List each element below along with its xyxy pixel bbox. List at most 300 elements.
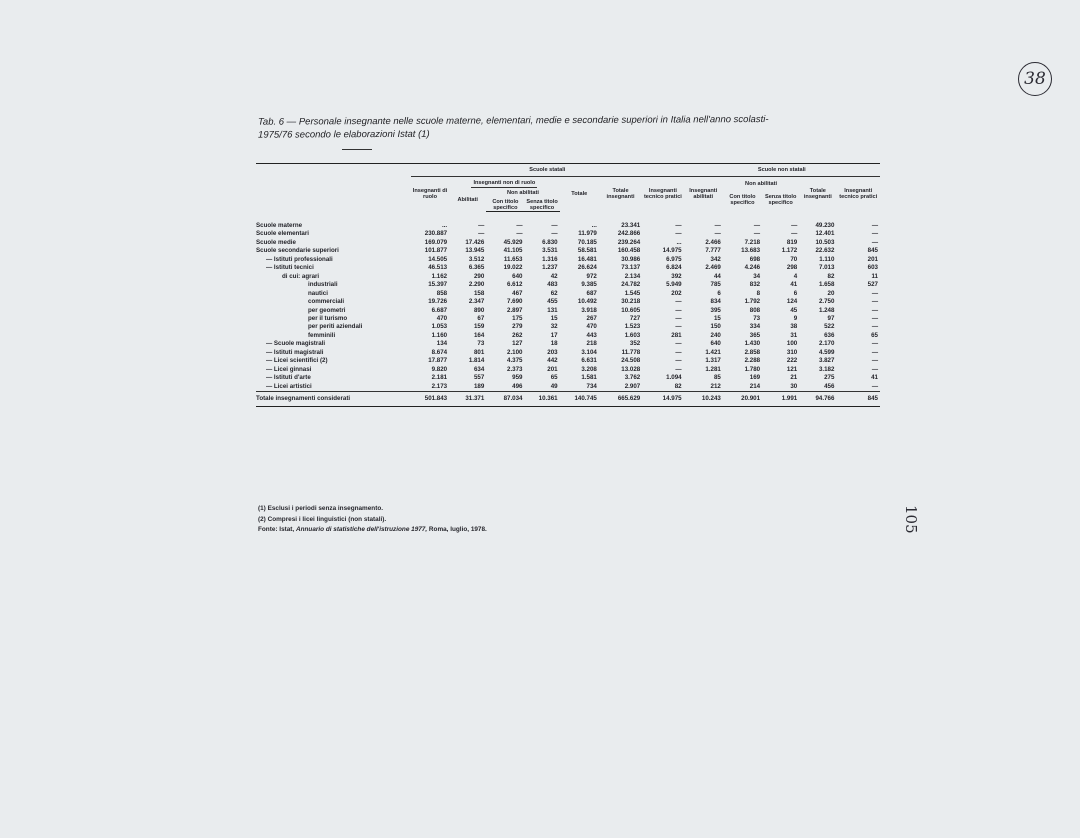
cell-col-9: 1.792	[744, 298, 761, 306]
cell-col-4: 18	[550, 340, 558, 348]
cell-col-3: 87.034	[486, 392, 524, 406]
row-label: Scuole elementari	[256, 230, 309, 238]
cell-col-5: 16.481	[577, 255, 597, 263]
cell-col-12: —	[871, 348, 878, 356]
cell-col-5: 1.581	[581, 374, 597, 382]
header-senza-titolo: Senza titolo specifico	[526, 198, 558, 211]
cell-col-2: 3.512	[468, 255, 485, 263]
cell-col-8: —	[714, 230, 721, 238]
cell-col-8: 342	[710, 255, 721, 263]
cell-col-8: 1.421	[705, 348, 721, 356]
cell-col-2: 2.347	[468, 298, 485, 306]
row-label: — Istituti d'arte	[266, 374, 311, 382]
cell-col-11: 2.170	[818, 340, 835, 348]
table-row	[256, 273, 880, 281]
cell-col-10: 298	[786, 264, 798, 272]
cell-col-6: 11.778	[621, 348, 641, 356]
cell-col-7: —	[675, 348, 682, 356]
cell-col-1: 169.079	[424, 238, 448, 246]
cell-col-12: —	[871, 289, 878, 297]
cell-col-8: 7.777	[705, 247, 721, 255]
cell-col-9: —	[753, 230, 761, 238]
header-abilitati: Abilitati	[457, 196, 478, 203]
cell-col-11: 3.827	[818, 357, 835, 365]
cell-col-11: 22.632	[815, 247, 835, 255]
cell-col-2: 189	[473, 382, 485, 390]
table-row	[256, 374, 880, 382]
cell-col-11: 49.230	[815, 222, 835, 230]
cell-col-11: 82	[827, 272, 835, 280]
cell-col-1: 470	[436, 315, 448, 322]
row-label: Totale insegnamenti considerati	[256, 392, 411, 406]
cell-col-8: 2.466	[705, 238, 721, 246]
header-totale-insegnanti: Totale insegnanti	[606, 188, 635, 201]
cell-col-6: 24.782	[621, 281, 641, 289]
cell-col-12: 845	[836, 392, 880, 406]
cell-col-6: 1.603	[624, 331, 641, 339]
cell-col-2: 73	[477, 340, 485, 348]
cell-col-9: 34	[753, 272, 761, 280]
header-insegnanti-non-di-ruolo	[449, 177, 559, 189]
cell-col-2: 6.365	[468, 264, 485, 272]
cell-col-10: 30	[790, 382, 798, 390]
cell-col-2: —	[478, 230, 485, 238]
cell-col-5: 218	[586, 340, 597, 348]
cell-col-6: 73.137	[621, 264, 641, 272]
cell-col-6: 24.508	[621, 357, 641, 365]
row-label: Scuole secondarie superiori	[256, 247, 339, 255]
side-page-number: 105	[902, 505, 920, 534]
cell-col-11: 20	[827, 289, 835, 297]
footnotes	[258, 504, 487, 536]
cell-col-5: 70.185	[577, 238, 597, 246]
cell-col-10: 45	[790, 306, 798, 314]
cell-col-9: 1.430	[744, 340, 761, 348]
footnote-1: (1) Esclusi i periodi senza insegnamento.	[258, 505, 384, 512]
cell-col-2: 17.426	[465, 238, 485, 246]
cell-col-7: 392	[671, 272, 682, 280]
cell-col-2: —	[478, 222, 485, 230]
row-label: di cui: agrari	[282, 272, 320, 280]
row-label: — Scuole magistrali	[266, 340, 326, 348]
cell-col-10: 1.991	[762, 392, 799, 406]
row-label: — Licei artistici	[266, 382, 312, 390]
cell-col-10: 222	[786, 357, 798, 365]
cell-col-6: 23.341	[621, 222, 641, 230]
cell-col-12: —	[871, 238, 878, 246]
cell-col-4: —	[551, 222, 558, 230]
cell-col-7: —	[675, 315, 682, 322]
cell-col-1: 501.843	[411, 392, 449, 406]
footnote-2: (2) Compresi i licei linguistici (non statali).	[258, 515, 387, 523]
cell-col-3: 959	[512, 374, 523, 382]
cell-col-3: 6.612	[507, 281, 523, 289]
cell-col-11: 97	[827, 315, 835, 322]
cell-col-1: 9.820	[431, 365, 448, 373]
table-row	[256, 281, 880, 289]
cell-col-9: 73	[753, 315, 761, 322]
header-non-abilitati-text: Non abilitati	[503, 190, 543, 196]
cell-col-10: 310	[786, 348, 798, 356]
cell-col-3: 19.022	[503, 264, 523, 272]
cell-col-1: 6.687	[431, 306, 448, 314]
cell-col-3: 127	[512, 340, 523, 348]
cell-col-7: —	[675, 230, 682, 238]
cell-col-8: 834	[710, 298, 721, 306]
table-row	[256, 315, 880, 323]
cell-col-3: 2.100	[507, 348, 523, 356]
row-label: — Licei scientifici (2)	[266, 357, 328, 365]
cell-col-10: 100	[786, 340, 798, 348]
table-body	[256, 212, 880, 407]
cell-col-9: 808	[749, 306, 761, 314]
cell-col-7: —	[675, 365, 682, 373]
cell-col-12: 527	[867, 281, 878, 289]
cell-col-5: 10.492	[577, 298, 597, 306]
cell-col-12: 41	[871, 374, 878, 382]
cell-col-10: 4	[793, 272, 798, 280]
cell-col-8: 15	[713, 315, 721, 322]
cell-col-11: 1.110	[819, 255, 835, 263]
cell-col-11: 636	[824, 331, 835, 339]
row-label: industriali	[308, 281, 338, 289]
cell-col-2: 801	[473, 348, 485, 356]
source-prefix: Fonte: Istat,	[258, 526, 295, 533]
table-row	[256, 290, 880, 298]
cell-col-4: 455	[547, 298, 558, 306]
cell-col-4: 201	[547, 365, 558, 373]
cell-col-8: 6	[717, 289, 721, 297]
cell-col-10: 21	[790, 374, 798, 382]
cell-col-2: 890	[473, 306, 485, 314]
cell-col-4: 203	[547, 348, 558, 356]
cell-col-4: 1.316	[542, 255, 558, 263]
cell-col-5: 470	[586, 323, 597, 331]
cell-col-1: 15.397	[428, 281, 448, 289]
cell-col-3: 4.375	[507, 357, 523, 365]
cell-col-1: 230.887	[424, 230, 448, 238]
cell-col-7: —	[675, 306, 682, 314]
cell-col-7: 6.824	[666, 264, 682, 272]
cell-col-10: 41	[790, 281, 798, 289]
cell-col-5: 734	[586, 382, 597, 390]
cell-col-6: 1.545	[624, 289, 641, 297]
header-non-abilitati-ns	[723, 177, 799, 189]
cell-col-3: 7.690	[507, 298, 523, 306]
cell-col-11: 3.182	[818, 365, 835, 373]
header-tecnico-pratici-ns: Insegnanti tecnico pratici	[839, 188, 878, 201]
cell-col-4: 483	[547, 281, 558, 289]
cell-col-11: 2.750	[818, 298, 835, 306]
cell-col-1: 101.877	[424, 247, 448, 255]
cell-col-11: 12.401	[815, 230, 835, 238]
cell-col-1: 8.674	[431, 348, 448, 356]
header-non-abilitati-ns-text: Non abilitati	[741, 181, 781, 188]
cell-col-8: 640	[710, 340, 721, 348]
table-total-row	[256, 392, 880, 406]
cell-col-7: 202	[671, 289, 682, 297]
cell-col-12: 11	[871, 272, 878, 280]
cell-col-6: 1.523	[624, 323, 641, 331]
cell-col-6: 2.134	[624, 272, 641, 280]
cell-col-6: 665.629	[599, 392, 642, 406]
cell-col-2: 158	[473, 289, 485, 297]
cell-col-8: 2.469	[705, 264, 721, 272]
header-con-titolo-ns: Con titolo specifico	[729, 193, 756, 206]
cell-col-6: 160.458	[617, 247, 641, 255]
cell-col-9: 2.858	[744, 348, 761, 356]
cell-col-9: —	[753, 222, 761, 230]
cell-col-4: 42	[550, 272, 558, 280]
cell-col-11: 522	[824, 323, 835, 331]
row-label: — Istituti magistrali	[266, 348, 324, 356]
cell-col-10: 819	[786, 238, 798, 246]
header-totale: Totale	[571, 191, 588, 198]
cell-col-9: 334	[749, 323, 761, 331]
cell-col-7: 14.975	[662, 247, 682, 255]
cell-col-10: —	[791, 222, 798, 230]
table-row	[256, 357, 880, 365]
header-non-di-ruolo-text: Insegnanti non di ruolo	[473, 180, 536, 187]
row-label: — Licei ginnasi	[266, 365, 312, 373]
cell-col-3: 279	[512, 323, 523, 331]
row-label: Scuole medie	[256, 238, 296, 246]
row-label: per geometri	[308, 306, 346, 314]
cell-col-12: 201	[867, 255, 878, 263]
cell-col-9: 2.288	[744, 357, 761, 365]
cell-col-9: 214	[749, 382, 761, 390]
cell-col-12: —	[871, 357, 878, 365]
cell-col-2: 557	[473, 374, 485, 382]
cell-col-2: 1.814	[468, 357, 485, 365]
cell-col-9: 13.683	[741, 247, 761, 255]
cell-col-4: 49	[550, 382, 558, 390]
table-row	[256, 298, 880, 306]
table-row	[256, 239, 880, 247]
cell-col-8: 44	[713, 272, 721, 280]
cell-col-10: —	[791, 230, 798, 238]
cell-col-7: —	[675, 357, 682, 365]
table-row	[256, 230, 880, 238]
header-senza-titolo-ns: Senza titolo specifico	[764, 193, 797, 206]
table-row	[256, 349, 880, 357]
cell-col-4: 1.237	[542, 264, 558, 272]
row-label: nautici	[308, 289, 328, 297]
cell-col-3: 175	[512, 315, 523, 322]
cell-col-8: 10.243	[684, 392, 723, 406]
cell-col-2: 2.290	[468, 281, 485, 289]
cell-col-3: 2.373	[507, 365, 523, 373]
header-scuole-statali: Scuole statali	[411, 164, 684, 177]
cell-col-1: 1.053	[431, 323, 448, 331]
table-caption	[258, 112, 898, 141]
cell-col-4: 6.830	[542, 238, 558, 246]
cell-col-8: 395	[710, 306, 721, 314]
cell-col-11: 1.248	[818, 306, 835, 314]
cell-col-1: 134	[436, 340, 448, 348]
spacer-row	[256, 212, 880, 223]
cell-col-6: 727	[629, 315, 641, 322]
cell-col-2: 164	[473, 331, 485, 339]
cell-col-4: —	[551, 230, 558, 238]
cell-col-5: 3.918	[581, 306, 597, 314]
cell-col-5: 140.745	[560, 392, 599, 406]
cell-col-8: 785	[710, 281, 721, 289]
cell-col-12: —	[871, 340, 878, 348]
cell-col-10: 38	[790, 323, 798, 331]
cell-col-1: 19.726	[428, 298, 448, 306]
caption-underline	[342, 149, 372, 150]
header-row-label	[256, 164, 411, 212]
table-row	[256, 383, 880, 392]
cell-col-6: 3.762	[624, 374, 641, 382]
table-row	[256, 366, 880, 374]
cell-col-12: —	[871, 323, 878, 331]
header-scuole-non-statali: Scuole non statali	[684, 164, 880, 177]
cell-col-6: 239.264	[617, 238, 641, 246]
cell-col-4: 131	[547, 306, 558, 314]
cell-col-12: —	[871, 306, 878, 314]
cell-col-3: 41.105	[503, 247, 523, 255]
row-label: per periti aziendali	[308, 323, 363, 331]
cell-col-3: 467	[512, 289, 523, 297]
cell-col-4: 65	[550, 374, 558, 382]
cell-col-9: 20.901	[723, 392, 762, 406]
cell-col-12: —	[871, 230, 878, 238]
header-tecnico-pratici: Insegnanti tecnico pratici	[643, 188, 682, 201]
cell-col-8: 1.317	[705, 357, 721, 365]
table-row	[256, 340, 880, 348]
cell-col-10: 9	[793, 315, 798, 322]
cell-col-7: —	[675, 323, 682, 331]
page-number-circle: 38	[1018, 62, 1052, 96]
cell-col-11: 456	[824, 382, 835, 390]
row-label: — Istituti tecnici	[266, 264, 314, 272]
source-title: Annuario di statistiche dell'istruzione 1977,	[296, 526, 428, 533]
cell-col-3: 2.897	[507, 306, 523, 314]
cell-col-10: 31	[790, 331, 798, 339]
cell-col-6: 30.986	[621, 255, 641, 263]
cell-col-8: 150	[710, 323, 721, 331]
cell-col-1: 1.162	[431, 272, 448, 280]
cell-col-5: 26.624	[577, 264, 597, 272]
cell-col-9: 1.780	[744, 365, 761, 373]
cell-col-2: 67	[477, 315, 485, 322]
cell-col-1: 1.160	[431, 331, 448, 339]
cell-col-4: 3.531	[542, 247, 558, 255]
table-row	[256, 323, 880, 331]
header-insegnanti-di-ruolo: Insegnanti di ruolo	[412, 188, 448, 201]
cell-col-12: —	[871, 298, 878, 306]
caption-line-1: Tab. 6 — Personale insegnante nelle scuole materne, elementari, medie e secondarie superiori in Italia nell'anno scolasti-	[257, 114, 769, 128]
cell-col-5: 58.581	[577, 247, 597, 255]
cell-col-8: 240	[710, 331, 721, 339]
cell-col-6: 352	[629, 340, 641, 348]
cell-col-9: 698	[749, 255, 761, 263]
cell-col-8: 85	[713, 374, 721, 382]
row-label: per il turismo	[308, 315, 348, 322]
header-non-abilitati	[486, 188, 559, 196]
cell-col-6: 242.866	[617, 230, 641, 238]
cell-col-1: 2.173	[431, 382, 448, 390]
table-row	[256, 332, 880, 340]
cell-col-2: 159	[473, 323, 485, 331]
cell-col-5: 11.979	[578, 230, 597, 238]
cell-col-4: 10.361	[525, 392, 560, 406]
header-insegnanti-abilitati: Insegnanti abilitati	[689, 188, 718, 201]
table-row	[256, 264, 880, 272]
cell-col-6: 13.028	[621, 365, 641, 373]
cell-col-9: 365	[749, 331, 761, 339]
cell-col-5: 972	[586, 272, 597, 280]
cell-col-9: 8	[756, 289, 761, 297]
cell-col-12: —	[871, 315, 878, 322]
table-row	[256, 307, 880, 315]
cell-col-7: 82	[674, 382, 682, 390]
cell-col-1: 46.513	[428, 264, 448, 272]
cell-col-10: 121	[786, 365, 798, 373]
cell-col-11: 94.766	[799, 392, 836, 406]
cell-col-5: 3.104	[581, 348, 597, 356]
cell-col-4: 62	[550, 289, 558, 297]
cell-col-7: 281	[671, 331, 682, 339]
header-con-titolo: Con titolo specifico	[486, 197, 524, 212]
cell-col-12: —	[871, 365, 878, 373]
cell-col-4: 17	[550, 331, 558, 339]
cell-col-11: 275	[824, 374, 835, 382]
cell-col-7: —	[675, 298, 682, 306]
caption-line-2: 1975/76 secondo le elaborazioni Istat (1)	[258, 128, 430, 141]
cell-col-10: 6	[793, 289, 798, 297]
cell-col-5: 443	[586, 331, 597, 339]
cell-col-1: 2.181	[431, 374, 448, 382]
row-label: Scuole materne	[256, 222, 303, 230]
cell-col-3: 11.653	[503, 255, 523, 263]
header-totale-insegnanti-ns: Totale insegnanti	[803, 188, 832, 201]
row-label: commerciali	[308, 298, 345, 306]
cell-col-2: 31.371	[449, 392, 486, 406]
cell-col-5: 267	[586, 315, 597, 322]
cell-col-1: 17.877	[428, 357, 448, 365]
cell-col-8: 212	[710, 382, 721, 390]
cell-col-12: 65	[871, 331, 878, 339]
cell-col-6: 2.907	[624, 382, 641, 390]
cell-col-1: ...	[441, 222, 448, 230]
cell-col-11: 10.503	[815, 238, 835, 246]
cell-col-4: 32	[550, 323, 558, 331]
cell-col-6: 10.605	[621, 306, 641, 314]
cell-col-12: —	[871, 382, 878, 390]
cell-col-2: 634	[473, 365, 485, 373]
row-label: — Istituti professionali	[266, 255, 333, 263]
cell-col-3: 496	[512, 382, 523, 390]
cell-col-5: ...	[591, 222, 597, 230]
source-suffix: Roma, luglio, 1978.	[428, 526, 487, 533]
cell-col-1: 14.505	[428, 255, 448, 263]
cell-col-7: 1.094	[666, 374, 682, 382]
cell-col-7: —	[675, 340, 682, 348]
cell-col-11: 7.013	[818, 264, 835, 272]
cell-col-1: 858	[436, 289, 448, 297]
cell-col-8: —	[714, 222, 721, 230]
cell-col-10: 70	[790, 255, 798, 263]
cell-col-10: 1.172	[781, 247, 798, 255]
cell-col-3: 45.929	[503, 238, 523, 246]
cell-col-3: 262	[512, 331, 523, 339]
cell-col-3: —	[516, 222, 523, 230]
table-row	[256, 256, 880, 264]
cell-col-7: —	[675, 222, 682, 230]
